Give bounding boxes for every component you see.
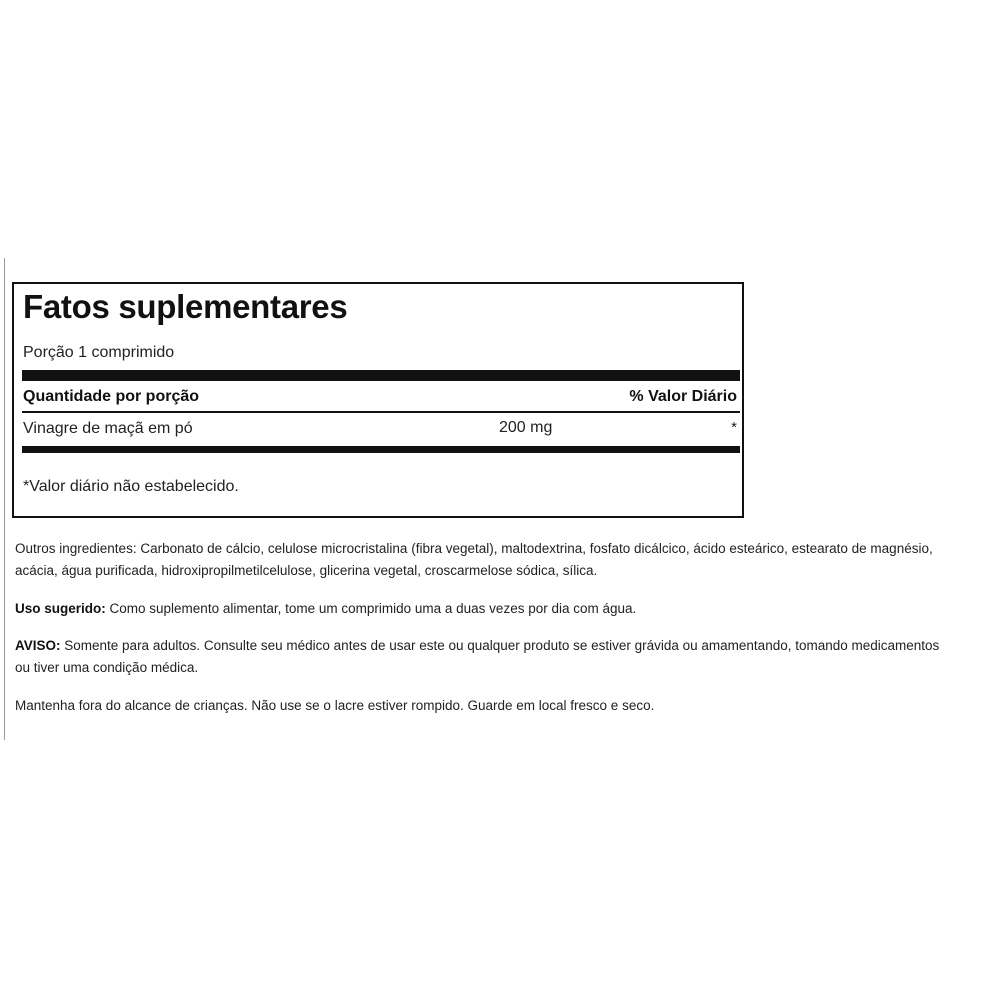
warning-text: Somente para adultos. Consulte seu médico antes de usar este ou qualquer produto se estiver grávida ou amamentando, tomando medicamentos ou tiver uma condição médica. <box>15 638 940 675</box>
panel-title: Fatos suplementares <box>23 288 348 325</box>
storage-text: Mantenha fora do alcance de crianças. Não use se o lacre estiver rompido. Guarde em local fresco e seco. <box>15 698 655 713</box>
bottom-divider <box>22 446 740 453</box>
supplement-facts-panel <box>12 282 744 518</box>
nutrient-amount: 200 mg <box>499 419 553 436</box>
thick-divider <box>22 370 740 381</box>
daily-value-footnote: *Valor diário não estabelecido. <box>23 478 239 495</box>
warning-label: AVISO: <box>15 638 61 653</box>
suggested-use-text: Como suplemento alimentar, tome um comprimido uma a duas vezes por dia com água. <box>105 601 637 616</box>
nutrient-name: Vinagre de maçã em pó <box>23 420 193 437</box>
warning-paragraph <box>15 635 950 679</box>
thin-divider <box>22 411 740 413</box>
amount-per-serving-header: Quantidade por porção <box>23 388 200 405</box>
other-ingredients-text: Outros ingredientes: Carbonato de cálcio, celulose microcristalina (fibra vegetal), maltodextrina, fosfato dicálcico, ácido esteárico, estearato de magnésio, acácia, água purificada, hidroxipropilmetilcelulose, glicerina vegetal, croscarmelose sódica, sílica. <box>15 541 933 578</box>
suggested-use-label: Uso sugerido: <box>15 601 106 616</box>
suggested-use-paragraph <box>15 598 950 620</box>
nutrient-daily-value: * <box>731 419 737 436</box>
serving-size: Porção 1 comprimido <box>23 344 175 361</box>
daily-value-header: % Valor Diário <box>629 388 737 405</box>
left-divider <box>4 258 5 740</box>
